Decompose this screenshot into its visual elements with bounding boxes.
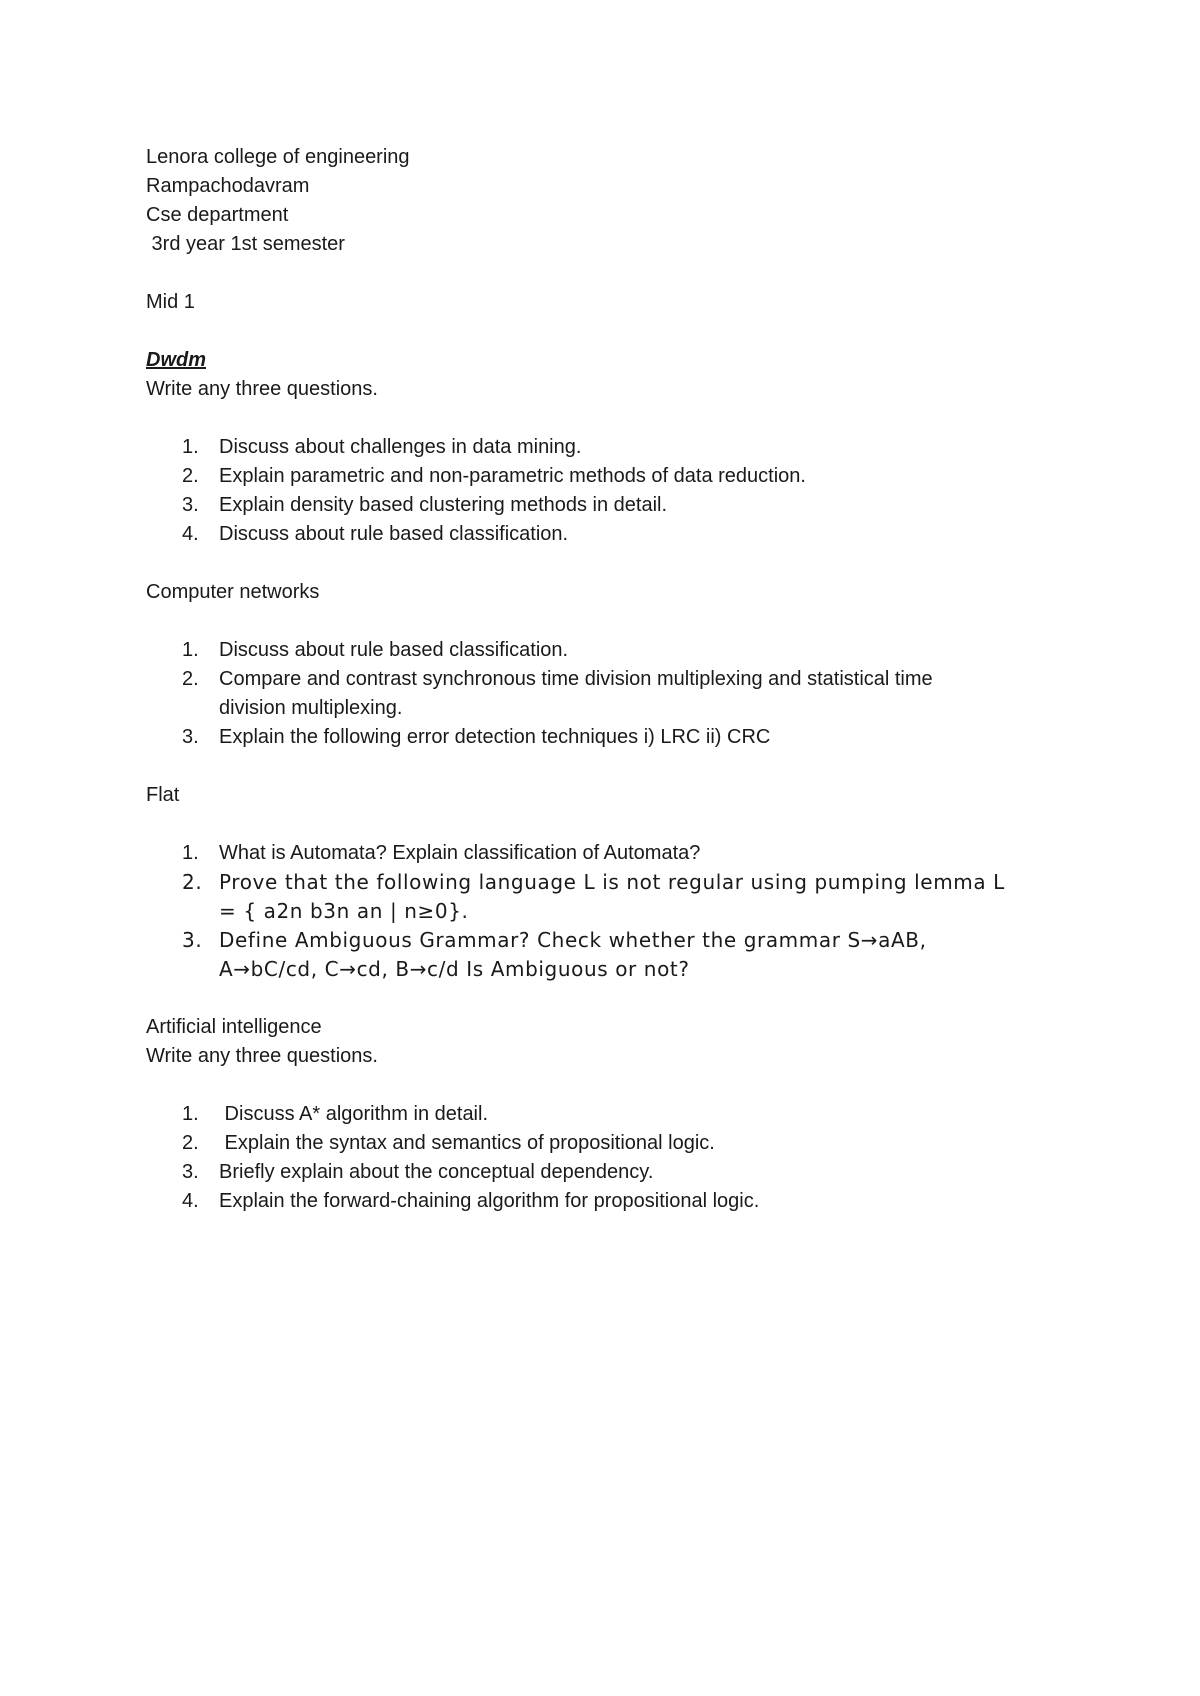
exam-title: Mid 1 (146, 291, 195, 313)
list-item: 2. Explain parametric and non-parametric methods of data reduction. (182, 465, 806, 487)
ai-instruction: Write any three questions. (146, 1045, 378, 1067)
list-item: 1. Discuss about challenges in data mining. (182, 436, 582, 458)
list-item: 3. Explain the following error detection techniques i) LRC ii) CRC (182, 726, 771, 748)
dwdm-instruction: Write any three questions. (146, 378, 378, 400)
list-item: 1. Discuss A* algorithm in detail. (182, 1103, 489, 1125)
semester: 3rd year 1st semester (146, 233, 345, 255)
list-item: 4. Discuss about rule based classification. (182, 523, 569, 545)
dwdm-questions (146, 433, 1066, 549)
document-page (146, 143, 1066, 1216)
cn-title: Computer networks (146, 581, 320, 603)
college-place: Rampachodavram (146, 175, 310, 197)
list-item: 1. Discuss about rule based classification. (182, 639, 569, 661)
department: Cse department (146, 204, 289, 226)
ai-questions (146, 1100, 1066, 1216)
list-item: 4. Explain the forward-chaining algorithm for propositional logic. (182, 1190, 760, 1212)
flat-title: Flat (146, 784, 180, 806)
flat-questions (146, 839, 1066, 984)
list-item: 2. Prove that the following language L is not regular using pumping lemma L = { a2n b3n an | n≥0}. (182, 870, 1005, 923)
list-item: 2. Explain the syntax and semantics of propositional logic. (182, 1132, 715, 1154)
list-item: 1. What is Automata? Explain classification of Automata? (182, 842, 701, 864)
college-name: Lenora college of engineering (146, 146, 410, 168)
list-item: 3. Explain density based clustering methods in detail. (182, 494, 668, 516)
list-item: 3. Briefly explain about the conceptual dependency. (182, 1161, 654, 1183)
dwdm-title: Dwdm (146, 349, 206, 371)
list-item: 3. Define Ambiguous Grammar? Check whether the grammar S→aAB, A→bC/cd, C→cd, B→c/d Is Ambiguous or not? (182, 928, 927, 981)
ai-title: Artificial intelligence (146, 1016, 322, 1038)
cn-questions (146, 636, 1066, 752)
list-item: 2. Compare and contrast synchronous time division multiplexing and statistical time division multiplexing. (182, 668, 933, 719)
